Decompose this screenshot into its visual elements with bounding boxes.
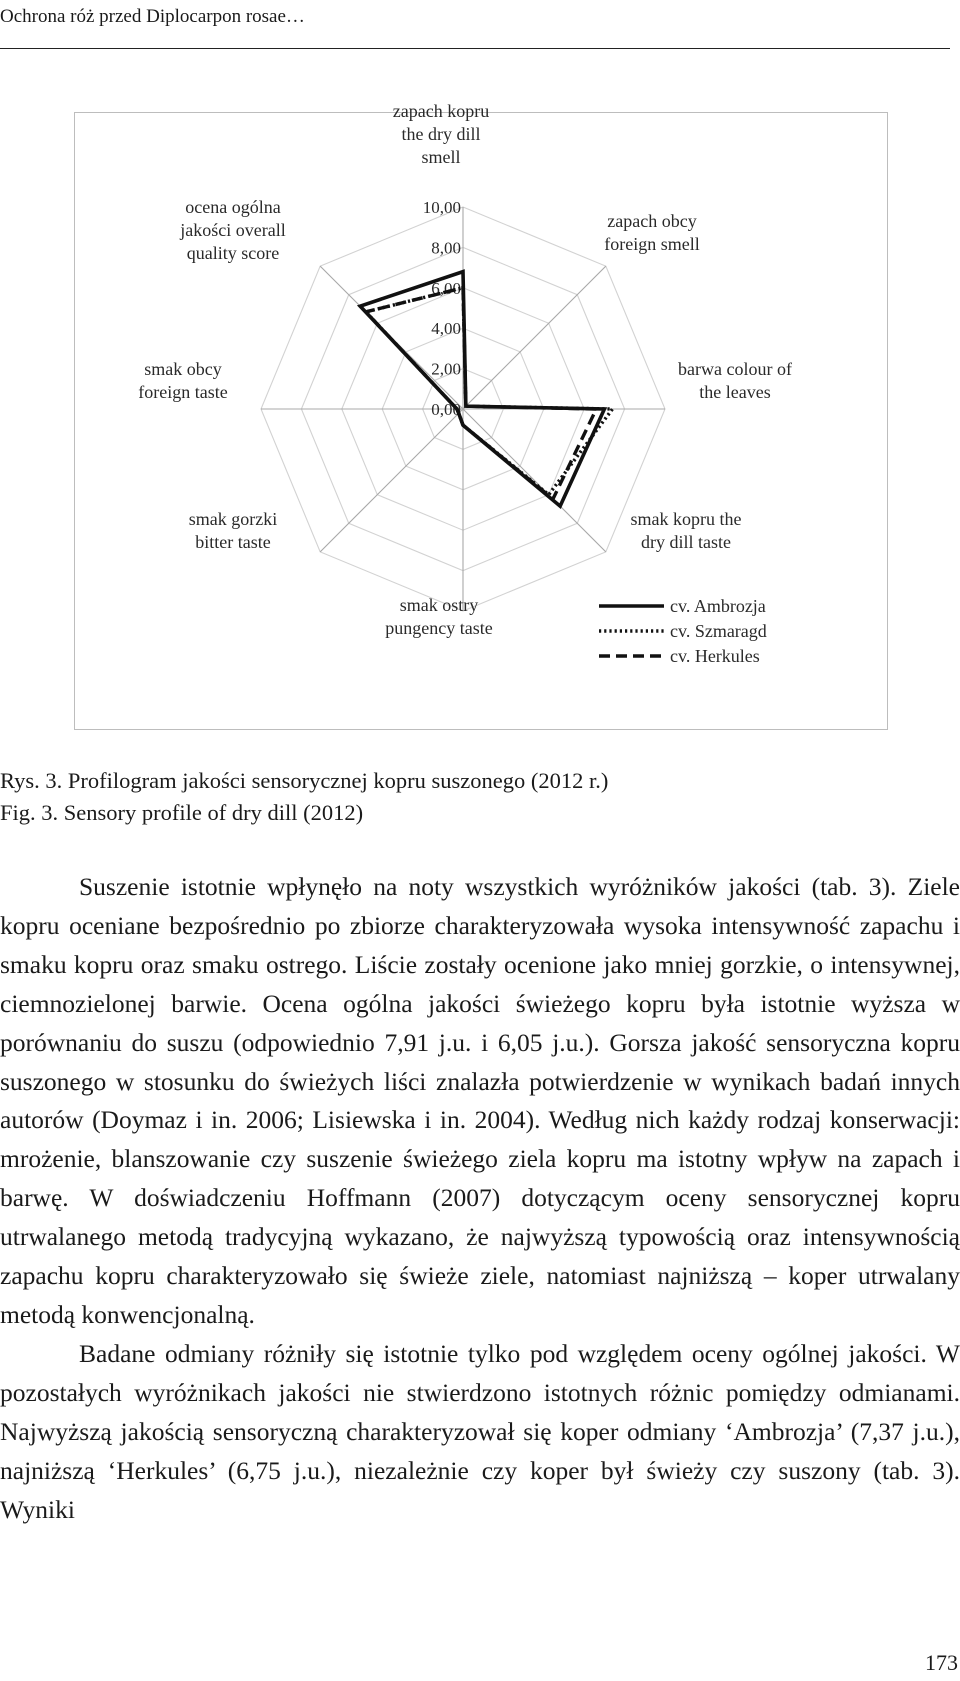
axis-label: zapach obcy bbox=[607, 211, 697, 231]
paragraph-1: Suszenie istotnie wpłynęło na noty wszystkich wyróżników jakości (tab. 3). Ziele kopru oceniane bezpośrednio po zbiorze charakteryzowała wysoka intensywność zapachu i smaku kopru oraz smaku ostrego. Liście zostały ocenione jako mniej gorzkie, o intensywnej, ciemnozielonej barwie. Ocena ogólna jakości świeżego kopru była istotnie wyższa w porównaniu do suszu (odpowiednio 7,91 j.u. i 6,05 j.u.). Gorsza jakość sensoryczna kopru suszonego w stosunku do świeżych liści znalazła potwierdzenie w wynikach badań innych autorów (Doymaz i in. 2006; Lisiewska i in. 2004). Według nich każdy rodzaj konserwacji: mrożenie, blanszowanie czy suszenie świeżego ziela kopru ma istotny wpływ na zapach i barwę. W doświadczeniu Hoffmann (2007) dotyczącym oceny sensorycznej kopru utrwalanego metodą tradycyjną wykazano, że najwyższą typowością oraz intensywnością zapachu kopru charakteryzowało się świeże ziele, natomiast najniższą – koper utrwalany metodą konwencjonalną. bbox=[0, 872, 960, 1329]
page-number: 173 bbox=[925, 1650, 958, 1675]
axis-label: smell bbox=[421, 147, 461, 167]
axis-label: quality score bbox=[186, 243, 280, 263]
axis-label: the dry dill bbox=[401, 124, 481, 144]
legend-label: cv. Ambrozja bbox=[670, 596, 766, 616]
tick-label: 4,00 bbox=[431, 319, 461, 339]
caption-polish: Rys. 3. Profilogram jakości sensorycznej kopru suszonego (2012 r.) bbox=[0, 768, 609, 793]
series-line-solid bbox=[360, 272, 604, 506]
tick-label: 2,00 bbox=[431, 359, 461, 379]
axis-label: foreign taste bbox=[138, 382, 228, 402]
axis-label: pungency taste bbox=[385, 618, 493, 638]
legend-label: cv. Herkules bbox=[670, 646, 760, 666]
data-series bbox=[360, 272, 612, 506]
tick-label: 10,00 bbox=[422, 198, 461, 217]
tick-label: 8,00 bbox=[431, 238, 461, 258]
series-line-dotted bbox=[366, 288, 613, 495]
axis-label: dry dill taste bbox=[641, 532, 731, 552]
legend-label: cv. Szmaragd bbox=[670, 621, 767, 641]
axis-label: zapach kopru bbox=[392, 101, 490, 121]
axis-label: barwa colour of bbox=[678, 359, 792, 379]
axis-label: smak kopru the bbox=[630, 509, 742, 529]
tick-label: 6,00 bbox=[431, 278, 461, 298]
radar-chart-figure bbox=[74, 101, 888, 730]
body-text bbox=[0, 868, 960, 1529]
axis-label: foreign smell bbox=[604, 234, 700, 254]
axis-label: smak ostry bbox=[399, 595, 479, 615]
tick-label: 0,00 bbox=[431, 400, 461, 419]
axis-label: smak obcy bbox=[144, 359, 222, 379]
axis-label: smak gorzki bbox=[188, 509, 278, 529]
axis-label: bitter taste bbox=[195, 532, 271, 552]
axis-label: the leaves bbox=[699, 382, 771, 402]
radar-chart bbox=[75, 101, 887, 729]
caption-english: Fig. 3. Sensory profile of dry dill (2012) bbox=[0, 800, 364, 825]
series-line-dashed bbox=[366, 288, 596, 499]
running-head: Ochrona róż przed Diplocarpon rosae… bbox=[0, 6, 305, 27]
radial-tick-labels bbox=[423, 198, 461, 419]
axis-label: ocena ogólna bbox=[185, 197, 281, 217]
header-rule bbox=[0, 48, 950, 49]
axis-label: jakości overall bbox=[180, 220, 286, 240]
paragraph-2: Badane odmiany różniły się istotnie tylko pod względem oceny ogólnej jakości. W pozostałych wyróżnikach jakości nie stwierdzono istotnych różnic pomiędzy odmianami. Najwyższą jakością sensoryczną charakteryzował się koper odmiany ‘Ambrozja’ (7,37 j.u.), najniższą ‘Herkules’ (6,75 j.u.), niezależnie czy koper był świeży czy suszony (tab. 3). Wyniki bbox=[0, 1338, 960, 1524]
legend bbox=[599, 596, 767, 666]
